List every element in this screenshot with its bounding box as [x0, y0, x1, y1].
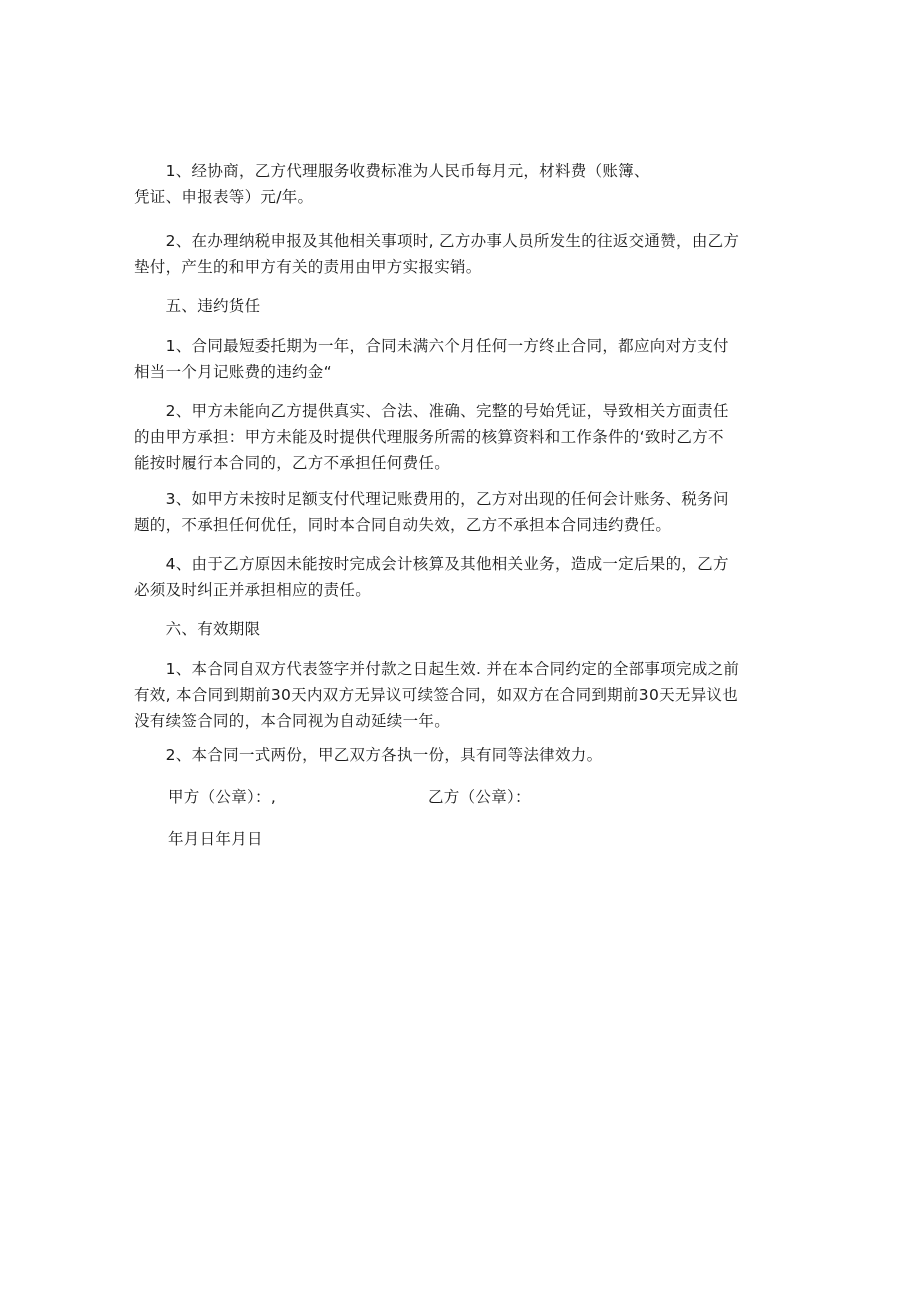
paragraph-line: 能按时履行本合同的，乙方不承担任何费任。	[134, 454, 451, 472]
paragraph-line: 相当一个月记账费的违约金“	[134, 363, 332, 381]
paragraph-line: 3、如甲方未按时足额支付代理记账费用的，乙方对出现的任何会计账务、税务问	[134, 490, 729, 508]
paragraph-line: 凭证、申报表等）元/年。	[134, 188, 314, 206]
paragraph-line: 1、本合同自双方代表签字并付款之日起生效. 并在本合同约定的全部事项完成之前	[134, 660, 740, 678]
paragraph-party-a-obligations	[134, 398, 790, 476]
party-b-seal-label: 乙方（公章）：	[428, 788, 531, 806]
paragraph-fee-standard	[134, 158, 790, 210]
party-a-seal-label: 甲方（公章）：,	[168, 788, 277, 806]
paragraph-line: 有效, 本合同到期前30天内双方无异议可续签合同，如双方在合同到期前30天无异议也	[134, 686, 739, 704]
paragraph-line: 4、由于乙方原因未能按时完成会计核算及其他相关业务，造成一定后果的，乙方	[134, 555, 729, 573]
paragraph-line: 2、甲方未能向乙方提供真实、合法、准确、完整的号始凭证，导致相关方面责任	[134, 402, 729, 420]
paragraph-line: 没有续签合同的，本合同视为自动延续一年。	[134, 712, 451, 730]
paragraph-effective-date	[134, 656, 790, 734]
section-heading: 五、违约货任	[134, 297, 261, 315]
paragraph-line: 垫付，产生的和甲方有关的责用由甲方实报实销。	[134, 258, 482, 276]
paragraph-copies	[134, 742, 790, 768]
section-heading: 六、有效期限	[134, 620, 261, 638]
paragraph-travel-expenses	[134, 228, 790, 280]
paragraph-minimum-term	[134, 333, 790, 385]
paragraph-payment-default	[134, 486, 790, 538]
section-heading-breach-liability	[134, 293, 790, 319]
paragraph-line: 1、合同最短委托期为一年，合同未满六个月任何一方终止合同，都应向对方支付	[134, 337, 729, 355]
date-line: 年月日年月日	[168, 830, 263, 848]
paragraph-line: 题的，不承担任何优任，同时本合同自动失效，乙方不承担本合同违约费任。	[134, 516, 672, 534]
paragraph-line: 1、经协商，乙方代理服务收费标准为人民币每月元，材料费（账簿、	[134, 162, 650, 180]
paragraph-line: 2、本合同一式两份，甲乙双方各执一份，具有同等法律效力。	[134, 746, 603, 764]
paragraph-party-b-liability	[134, 551, 790, 603]
paragraph-line: 2、在办理纳税申报及其他相关事项时, 乙方办事人员所发生的往返交通赞，由乙方	[134, 232, 740, 250]
paragraph-line: 的由甲方承担：甲方未能及时提供代理服务所需的核算资料和工作条件的‘致时乙方不	[134, 428, 724, 446]
section-heading-validity-period	[134, 616, 790, 642]
paragraph-line: 必须及时纠正并承担相应的责任。	[134, 581, 372, 599]
